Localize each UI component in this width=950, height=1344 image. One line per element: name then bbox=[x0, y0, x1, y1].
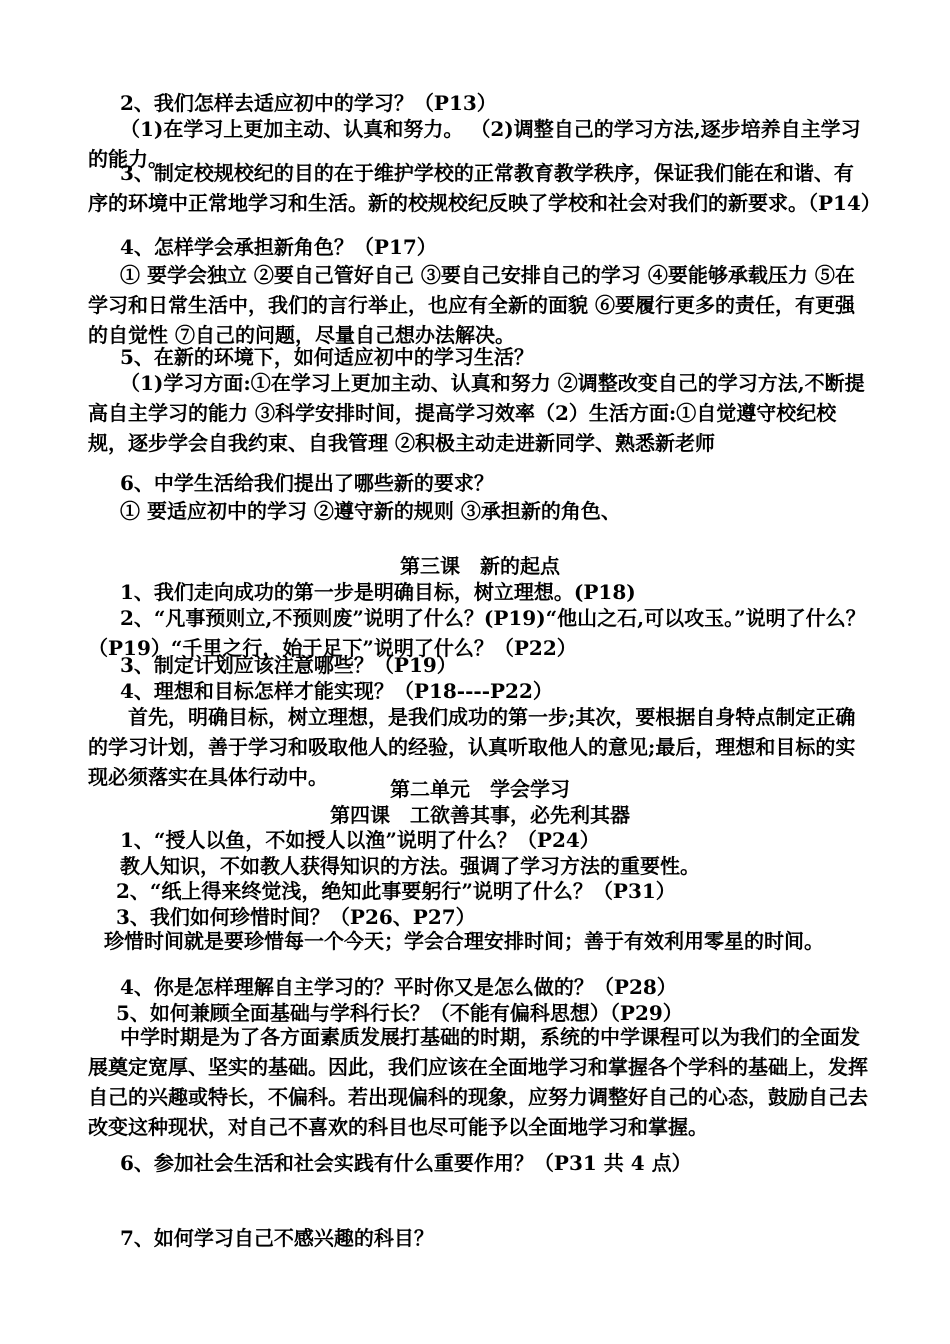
question-2-practice: 2、“纸上得来终觉浅，绝知此事要躬行”说明了什么？（P31） bbox=[116, 879, 676, 903]
answer-4-new-role: ① 要学会独立 ②要自己管好自己 ③要自己安排自己的学习 ④要能够承载压力 ⑤在学习和日常生活中，我们的言行举止，也应有全新的面貌 ⑥要履行更多的责任，有更强的自觉性 ⑦自己的问题，尽量自己想办法解决。 bbox=[88, 263, 855, 347]
question-7-uninteresting-subjects: 7、如何学习自己不感兴趣的科目？ bbox=[120, 1226, 434, 1250]
unit-2-heading: 第二单元 学会学习 bbox=[390, 777, 570, 801]
answer-6-new-requirements: ① 要适应初中的学习 ②遵守新的规则 ③承担新的角色、 bbox=[120, 499, 621, 523]
lesson-3-heading: 第三课 新的起点 bbox=[400, 554, 560, 578]
answer-3-cherish-time: 珍惜时间就是要珍惜每一个今天；学会合理安排时间；善于有效利用零星的时间。 bbox=[104, 929, 824, 953]
answer-5-new-environment: （1)学习方面:①在学习上更加主动、认真和努力 ②调整改变自己的学习方法,不断提高自主学习的能力 ③科学安排时间，提高学习效率（2）生活方面:①自觉遵守校纪校规，逐步学会自我约束、自我管理 ②积极主动走进新同学、熟悉新老师 bbox=[88, 371, 865, 455]
question-5-new-environment: 5、在新的环境下，如何适应初中的学习生活？ bbox=[120, 345, 534, 369]
item-3-school-rules: 3、制定校规校纪的目的在于维护学校的正常教育教学秩序，保证我们能在和谐、有序的环境中正常地学习和生活。新的校规校纪反映了学校和社会对我们的新要求。（P14） bbox=[88, 161, 881, 215]
item-1-first-step: 1、我们走向成功的第一步是明确目标，树立理想。(P18) bbox=[120, 580, 636, 604]
question-5-balance-subjects: 5、如何兼顾全面基础与学科行长？（不能有偏科思想）（P29） bbox=[116, 1001, 683, 1025]
question-3-cherish-time: 3、我们如何珍惜时间？（P26、P27） bbox=[116, 905, 476, 929]
question-1-teach-fishing: 1、“授人以鱼，不如授人以渔”说明了什么？（P24） bbox=[120, 828, 600, 852]
question-2-adapt-learning: 2、我们怎样去适应初中的学习？（P13） bbox=[120, 91, 497, 115]
question-2-proverbs: 2、“凡事预则立,不预则废”说明了什么？(P19)“他山之石,可以攻玉。”说明了什么？（P19）“千里之行，始于足下”说明了什么？（P22） bbox=[88, 606, 866, 660]
question-6-social-practice: 6、参加社会生活和社会实践有什么重要作用？（P31 共 4 点） bbox=[120, 1151, 692, 1175]
answer-2-adapt-learning: （1)在学习上更加主动、认真和努力。 （2)调整自己的学习方法,逐步培养自主学习的能力。 bbox=[88, 117, 861, 171]
answer-1-teach-fishing: 教人知识，不如教人获得知识的方法。强调了学习方法的重要性。 bbox=[120, 854, 700, 878]
question-4-achieve-goals: 4、理想和目标怎样才能实现？（P18----P22） bbox=[120, 679, 553, 703]
lesson-4-heading: 第四课 工欲善其事，必先利其器 bbox=[330, 803, 630, 827]
question-4-self-learning: 4、你是怎样理解自主学习的？平时你又是怎么做的？（P28） bbox=[120, 975, 677, 999]
question-3-planning: 3、制定计划应该注意哪些？（P19） bbox=[120, 653, 457, 677]
answer-5-balance-subjects: 中学时期是为了各方面素质发展打基础的时期，系统的中学课程可以为我们的全面发展奠定宽厚、坚实的基础。因此，我们应该在全面地学习和掌握各个学科的基础上，发挥自己的兴趣或特长，不偏科。若出现偏科的现象，应努力调整好自己的心态，鼓励自己去改变这种现状，对自己不喜欢的科目也尽可能予以全面地学习和掌握。 bbox=[88, 1025, 868, 1139]
question-4-new-role: 4、怎样学会承担新角色？（P17） bbox=[120, 235, 437, 259]
question-6-new-requirements: 6、中学生活给我们提出了哪些新的要求？ bbox=[120, 471, 494, 495]
answer-4-achieve-goals: 首先，明确目标，树立理想，是我们成功的第一步;其次，要根据自身特点制定正确的学习计划，善于学习和吸取他人的经验，认真听取他人的意见;最后，理想和目标的实现必须落实在具体行动中。 bbox=[88, 705, 856, 789]
